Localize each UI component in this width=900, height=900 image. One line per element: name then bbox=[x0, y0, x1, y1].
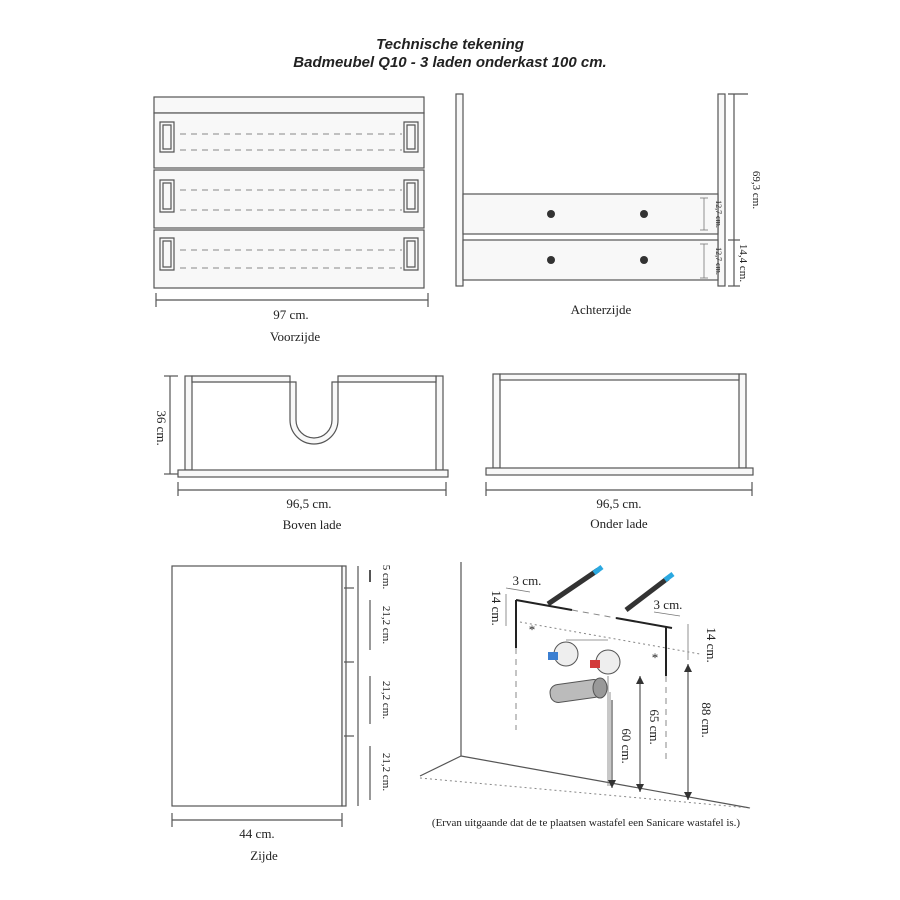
install-offset-right: 3 cm. bbox=[653, 597, 683, 612]
back-left-side bbox=[456, 94, 463, 286]
back-hole-spacing-1: 12,7 cm. bbox=[714, 200, 723, 228]
top-drawer-view bbox=[164, 376, 448, 496]
top-drawer-height-label: 36 cm. bbox=[154, 410, 169, 446]
front-drawer-2 bbox=[154, 170, 424, 228]
install-asterisk-left: * bbox=[528, 622, 536, 637]
install-height-65: 65 cm. bbox=[647, 709, 662, 745]
top-drawer-width-label: 96,5 cm. bbox=[286, 496, 332, 511]
title-line-1: Technische tekening bbox=[376, 36, 524, 53]
bottom-drawer-width-label: 96,5 cm. bbox=[596, 496, 642, 511]
front-width-dimension bbox=[156, 293, 428, 307]
side-dim-2: 21,2 cm. bbox=[380, 605, 392, 645]
install-asterisk-right: * bbox=[651, 650, 659, 665]
front-width-label: 97 cm. bbox=[273, 307, 309, 322]
installation-diagram bbox=[420, 562, 750, 808]
install-height-60: 60 cm. bbox=[619, 728, 634, 764]
front-drawer-1 bbox=[154, 113, 424, 168]
side-caption: Zijde bbox=[250, 848, 278, 863]
hot-valve-icon bbox=[590, 660, 600, 668]
title-line-2: Badmeubel Q10 - 3 laden onderkast 100 cm. bbox=[293, 54, 607, 71]
install-offset-left: 3 cm. bbox=[512, 573, 542, 588]
front-top-panel bbox=[154, 97, 424, 113]
mounting-hole bbox=[547, 210, 555, 218]
mounting-hole bbox=[640, 256, 648, 264]
install-drop-left: 14 cm. bbox=[489, 590, 504, 626]
bottom-drawer-caption: Onder lade bbox=[590, 516, 648, 531]
top-drawer-caption: Boven lade bbox=[282, 517, 342, 532]
back-gap-label: 14,4 cm. bbox=[737, 243, 749, 283]
side-dim-4: 21,2 cm. bbox=[380, 752, 392, 792]
mounting-hole bbox=[547, 256, 555, 264]
front-caption: Voorzijde bbox=[269, 329, 321, 344]
cold-valve-icon bbox=[548, 652, 558, 660]
back-height-label: 69,3 cm. bbox=[750, 170, 762, 210]
install-drop-right: 14 cm. bbox=[704, 627, 719, 663]
pencil-icon bbox=[548, 567, 602, 604]
back-panel-1 bbox=[463, 194, 718, 234]
install-height-88: 88 cm. bbox=[699, 702, 714, 738]
install-note: (Ervan uitgaande dat de te plaatsen wastafel een Sanicare wastafel is.) bbox=[431, 817, 741, 829]
back-caption: Achterzijde bbox=[570, 302, 632, 317]
side-dim-3: 21,2 cm. bbox=[380, 680, 392, 720]
side-dim-1: 5 cm. bbox=[380, 564, 392, 590]
back-hole-spacing-2: 12,7 cm. bbox=[714, 247, 723, 275]
side-view bbox=[172, 566, 370, 827]
drain-pipe bbox=[549, 678, 607, 704]
front-drawer-3 bbox=[154, 230, 424, 288]
front-view bbox=[154, 97, 428, 344]
bottom-drawer-view bbox=[486, 374, 753, 496]
mounting-hole bbox=[640, 210, 648, 218]
back-panel-2 bbox=[463, 240, 718, 280]
back-view bbox=[456, 94, 748, 286]
side-width-label: 44 cm. bbox=[239, 826, 275, 841]
